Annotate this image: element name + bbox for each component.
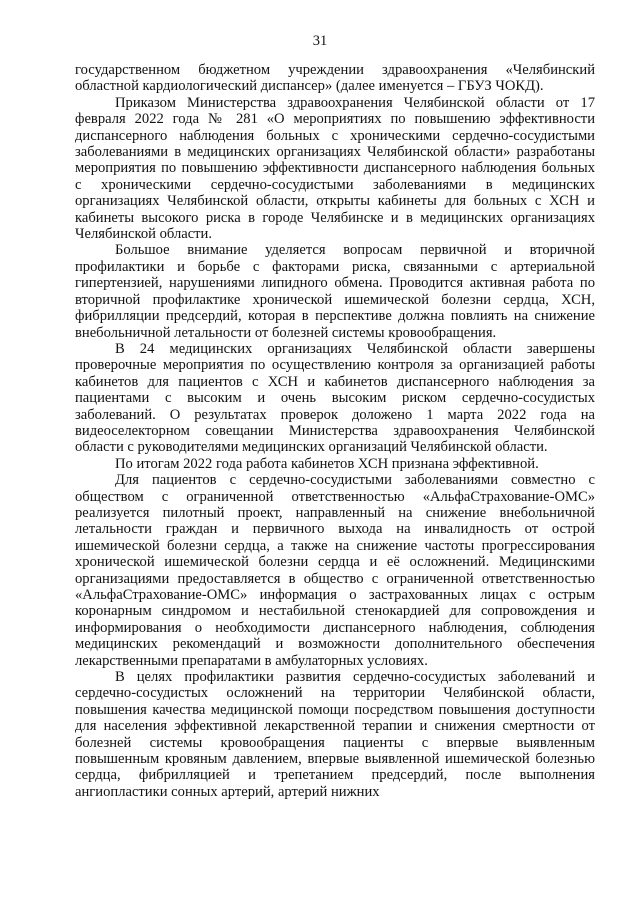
paragraph-1: государственном бюджетном учреждении здравоохранения «Челябинский областной кардиологический диспансер» (далее именуется – ГБУЗ ЧОКД). (75, 62, 595, 95)
paragraph-3: Большое внимание уделяется вопросам первичной и вторичной профилактики и борьбе с факторами риска, связанными с артериальной гипертензией, нарушениями липидного обмена. Проводится активная работа по вторичной профилактике хронической ишемической болезни сердца, ХСН, фибрилляции предсердий, которая в перспективе должна повлиять на снижение внебольничной летальности от болезней системы кровообращения. (75, 242, 595, 341)
paragraph-6: Для пациентов с сердечно-сосудистыми заболеваниями совместно с обществом с ограниченной ответственностью «АльфаСтрахование-ОМС» реализуется пилотный проект, направленный на снижение внебольничной летальности граждан и первичного выхода на инвалидность от острой ишемической болезни сердца, а также на снижение частоты прогрессирования хронической ишемической болезни сердца и её осложнений. Медицинскими организациями предоставляется в общество с ограниченной ответственностью «АльфаСтрахование-ОМС» информация о застрахованных лицах с острым коронарным синдромом и нестабильной стенокардией для сопровождения и информирования о необходимости диспансерного наблюдения, соблюдения медицинских рекомендаций и возможности дополнительного обеспечения лекарственными препаратами в амбулаторных условиях. (75, 472, 595, 669)
paragraph-7: В целях профилактики развития сердечно-сосудистых заболеваний и сердечно-сосудистых осложнений на территории Челябинской области, повышения качества медицинской помощи посредством повышения доступности для населения эффективной лекарственной терапии и снижения смертности от болезней системы кровообращения пациенты с впервые выявленным повышенным кровяным давлением, впервые выявленной ишемической болезнью сердца, фибрилляцией и трепетанием предсердий, после выполнения ангиопластики сонных артерий, артерий нижних (75, 669, 595, 800)
page-number: 31 (312, 33, 328, 49)
document-body (75, 62, 595, 800)
paragraph-4: В 24 медицинских организациях Челябинской области завершены проверочные мероприятия по осуществлению контроля за организацией работы кабинетов для пациентов с ХСН и кабинетов диспансерного наблюдения за пациентами с высоким и очень высоким риском сердечно-сосудистых заболеваний. О результатах проверок доложено 1 марта 2022 года на видеоселекторном совещании Министерства здравоохранения Челябинской области с руководителями медицинских организаций Челябинской области. (75, 340, 595, 456)
paragraph-2: Приказом Министерства здравоохранения Челябинской области от 17 февраля 2022 года № 281 «О мероприятиях по повышению эффективности диспансерного наблюдения больных с хроническими сердечно-сосудистыми заболеваниями в медицинских организациях Челябинской области» разработаны мероприятия по повышению эффективности диспансерного наблюдения больных с хроническими сердечно-сосудистыми заболеваниями в медицинских организациях Челябинской области, открыты кабинеты для больных с ХСН и кабинеты высокого риска в городе Челябинске и в медицинских организациях Челябинской области. (75, 94, 595, 243)
paragraph-5: По итогам 2022 года работа кабинетов ХСН признана эффективной. (115, 455, 539, 472)
